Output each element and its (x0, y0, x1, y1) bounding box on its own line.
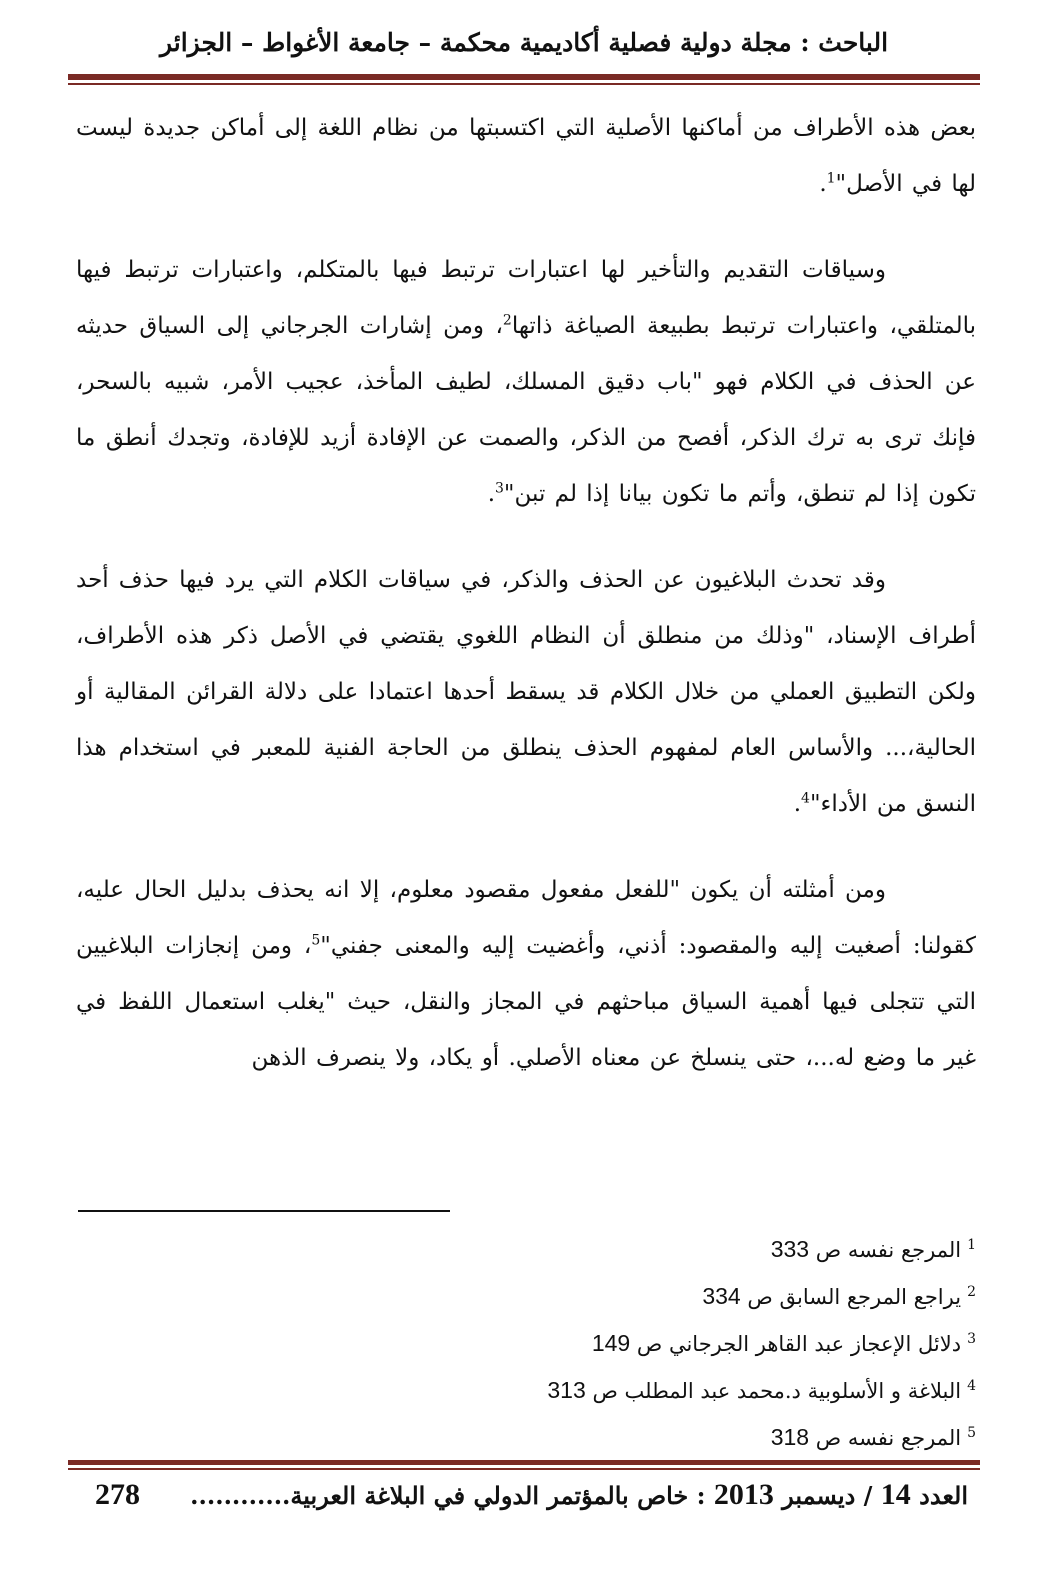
footnote-5: $^5$المرجع نفسه ص 318 (770, 1424, 976, 1450)
footnote-ref-5: 5 (311, 932, 321, 949)
footnote-ref-1: 1 (826, 170, 836, 187)
running-header (60, 28, 988, 68)
body-text (76, 100, 976, 1116)
paragraph-1: بعض هذه الأطراف من أماكنها الأصلية التي اكتسبتها من نظام اللغة إلى أماكن جديدة ليست لها في الأصل"$^1$. (76, 115, 976, 197)
footnote-1: $^1$المرجع نفسه ص 333 (770, 1236, 976, 1262)
header-rule-thin (68, 83, 980, 85)
footnote-3: $^3$دلائل الإعجاز عبد القاهر الجرجاني ص 149 (591, 1330, 976, 1356)
running-footer (95, 1478, 968, 1518)
footnote-ref-2: 2 (502, 312, 512, 329)
paragraph-4: ومن أمثلته أن يكون "للفعل مفعول مقصود معلوم، إلا انه يحذف بدليل الحال عليه، كقولنا: أصغيت إليه والمقصود: أذني، وأغضيت إليه والمعنى جفني"$^5$، ومن إنجازات البلاغيين التي تتجلى فيها أهمية السياق مباحثهم في المجاز والنقل، حيث "يغلب استعمال اللفظ في غير ما وضع له...، حتى ينسلخ عن معناه الأصلي. أو يكاد، ولا ينصرف الذهن (76, 877, 976, 1071)
footer-issue-info: العدد 14 / ديسمبر 2013 : خاص بالمؤتمر الدولي في البلاغة العربية............ (190, 1478, 968, 1511)
footnote-2: $^2$يراجع المرجع السابق ص 334 (702, 1283, 976, 1309)
header-rule-thick (68, 74, 980, 80)
header-text: الباحث : مجلة دولية فصلية أكاديمية محكمة – جامعة الأغواط – الجزائر (159, 28, 889, 57)
footer-rule-thick (68, 1460, 980, 1465)
paragraph-3: وقد تحدث البلاغيون عن الحذف والذكر، في سياقات الكلام التي يرد فيها حذف أحد أطراف الإسناد، "وذلك من منطلق أن النظام اللغوي يقتضي في الأصل ذكر هذه الأطراف، ولكن التطبيق العملي من خلال الكلام قد يسقط أحدها اعتمادا على دلالة القرائن المقالية أو الحالية،... والأساس العام لمفهوم الحذف ينطلق من الحاجة الفنية للمعبر في استخدام هذا النسق من الأداء"$^4$. (76, 567, 976, 817)
footnote-4: $^4$البلاغة و الأسلوبية د.محمد عبد المطلب ص 313 (547, 1377, 976, 1403)
footnote-ref-4: 4 (801, 790, 810, 807)
footer-rule-thin (68, 1468, 980, 1470)
paragraph-2: وسياقات التقديم والتأخير لها اعتبارات ترتبط فيها بالمتكلم، واعتبارات ترتبط فيها بالمتلقي، واعتبارات ترتبط بطبيعة الصياغة ذاتها$^2$، ومن إشارات الجرجاني إلى السياق حديثه عن الحذف في الكلام فهو "باب دقيق المسلك، لطيف المأخذ، عجيب الأمر، شبيه بالسحر، فإنك ترى به ترك الذكر، أفصح من الذكر، والصمت عن الإفادة أزيد للإفادة، وتجدك أنطق ما تكون إذا لم تنطق، وأتم ما تكون بيانا إذا لم تبن"$^3$. (76, 257, 976, 507)
footnote-separator (78, 1210, 450, 1212)
page-number: 278 (95, 1478, 140, 1511)
footnote-ref-3: 3 (495, 480, 504, 497)
footnotes (376, 1226, 976, 1461)
